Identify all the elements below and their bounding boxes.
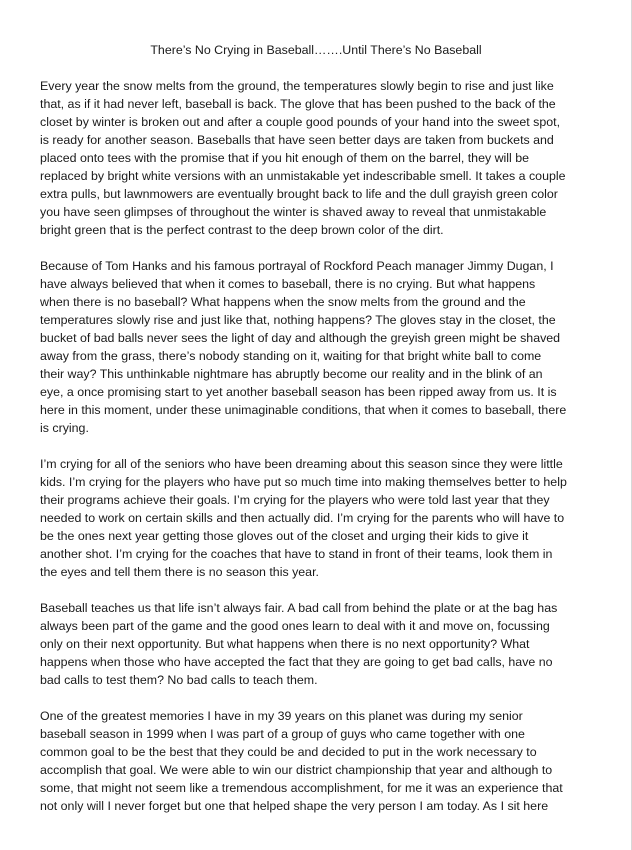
paragraph-line: eye, a once promising start to yet another baseball season has been ripped away from us. It is — [40, 385, 557, 399]
paragraph-line: Every year the snow melts from the ground, the temperatures slowly begin to rise and just like — [40, 79, 554, 93]
paragraph-5 — [40, 707, 600, 815]
paragraph-line: when there is no baseball? What happens when the snow melts from the ground and the — [40, 295, 526, 309]
paragraph-line: Because of Tom Hanks and his famous portrayal of Rockford Peach manager Jimmy Dugan, I — [40, 259, 554, 273]
document-body — [40, 77, 600, 833]
paragraph-line: baseball season in 1999 when I was part of a group of guys who came together with one — [40, 727, 525, 741]
paragraph-line: their programs achieve their goals. I’m crying for the players who were told last year that they — [40, 493, 550, 507]
paragraph-line: temperatures slowly rise and just like that, nothing happens? The gloves stay in the closet, the — [40, 313, 556, 327]
paragraph-line: you have seen glimpses of throughout the winter is shaved away to reveal that unmistakable — [40, 205, 547, 219]
paragraph-line: is crying. — [40, 421, 89, 435]
paragraph-line: common goal to be the best that they could be and decided to put in the work necessary to — [40, 745, 537, 759]
paragraph-line: closet by winter is broken out and after a couple good pounds of your hand into the sweet spot, — [40, 115, 561, 129]
paragraph-line: Baseball teaches us that life isn’t always fair. A bad call from behind the plate or at the bag has — [40, 601, 558, 615]
paragraph-line: always been part of the game and the good ones learn to deal with it and move on, focussing — [40, 619, 550, 633]
paragraph-line: here in this moment, under these unimaginable conditions, that when it comes to baseball, there — [40, 403, 567, 417]
paragraph-line: not only will I never forget but one that helped shape the very person I am today. As I sit here — [40, 799, 549, 813]
paragraph-line: some, that might not seem like a tremendous accomplishment, for me it was an experience that — [40, 781, 563, 795]
paragraph-line: bad calls to test them? No bad calls to teach them. — [40, 673, 318, 687]
paragraph-line: have always believed that when it comes to baseball, there is no crying. But what happens — [40, 277, 536, 291]
paragraph-line: is ready for another season. Baseballs that have seen better days are taken from buckets and — [40, 133, 554, 147]
paragraph-line: extra pulls, but lawnmowers are eventually brought back to life and the dull grayish green color — [40, 187, 558, 201]
paragraph-4 — [40, 599, 600, 689]
paragraph-line: only on their next opportunity. But what happens when there is no next opportunity? What — [40, 637, 530, 651]
paragraph-line: happens when those who have accepted the fact that they are going to get bad calls, have no — [40, 655, 553, 669]
paragraph-line: needed to work on certain skills and then actually did. I’m crying for the parents who will have to — [40, 511, 565, 525]
paragraph-line: another shot. I’m crying for the coaches that have to stand in front of their teams, look them in — [40, 547, 553, 561]
paragraph-line: be the ones next year getting those gloves out of the closet and urging their kids to give it — [40, 529, 529, 543]
paragraph-line: that, as if it had never left, baseball is back. The glove that has been pushed to the back of the — [40, 97, 556, 111]
paragraph-3 — [40, 455, 600, 581]
paragraph-line: kids. I’m crying for the players who have put so much time into making themselves better to help — [40, 475, 567, 489]
paragraph-line: placed onto tees with the promise that if you hit enough of them on the barrel, they will be — [40, 151, 530, 165]
paragraph-line: bucket of bad balls never sees the light of day and although the greyish green might be shaved — [40, 331, 561, 345]
paragraph-line: away from the grass, there’s nobody standing on it, waiting for that bright white ball to come — [40, 349, 542, 363]
paragraph-2 — [40, 257, 600, 437]
paragraph-line: One of the greatest memories I have in my 39 years on this planet was during my senior — [40, 709, 523, 723]
paragraph-1 — [40, 77, 600, 239]
document-title: There’s No Crying in Baseball…….Until There’s No Baseball — [150, 43, 482, 57]
paragraph-line: the eyes and tell them there is no season this year. — [40, 565, 319, 579]
paragraph-line: accomplish that goal. We were able to win our district championship that year and although to — [40, 763, 553, 777]
paragraph-line: their way? This unthinkable nightmare has abruptly become our reality and in the blink of an — [40, 367, 543, 381]
paragraph-line: replaced by bright white versions with an unmistakable yet indescribable smell. It takes a couple — [40, 169, 566, 183]
paragraph-line: I’m crying for all of the seniors who have been dreaming about this season since they were little — [40, 457, 563, 471]
paragraph-line: bright green that is the perfect contrast to the deep brown color of the dirt. — [40, 223, 444, 237]
